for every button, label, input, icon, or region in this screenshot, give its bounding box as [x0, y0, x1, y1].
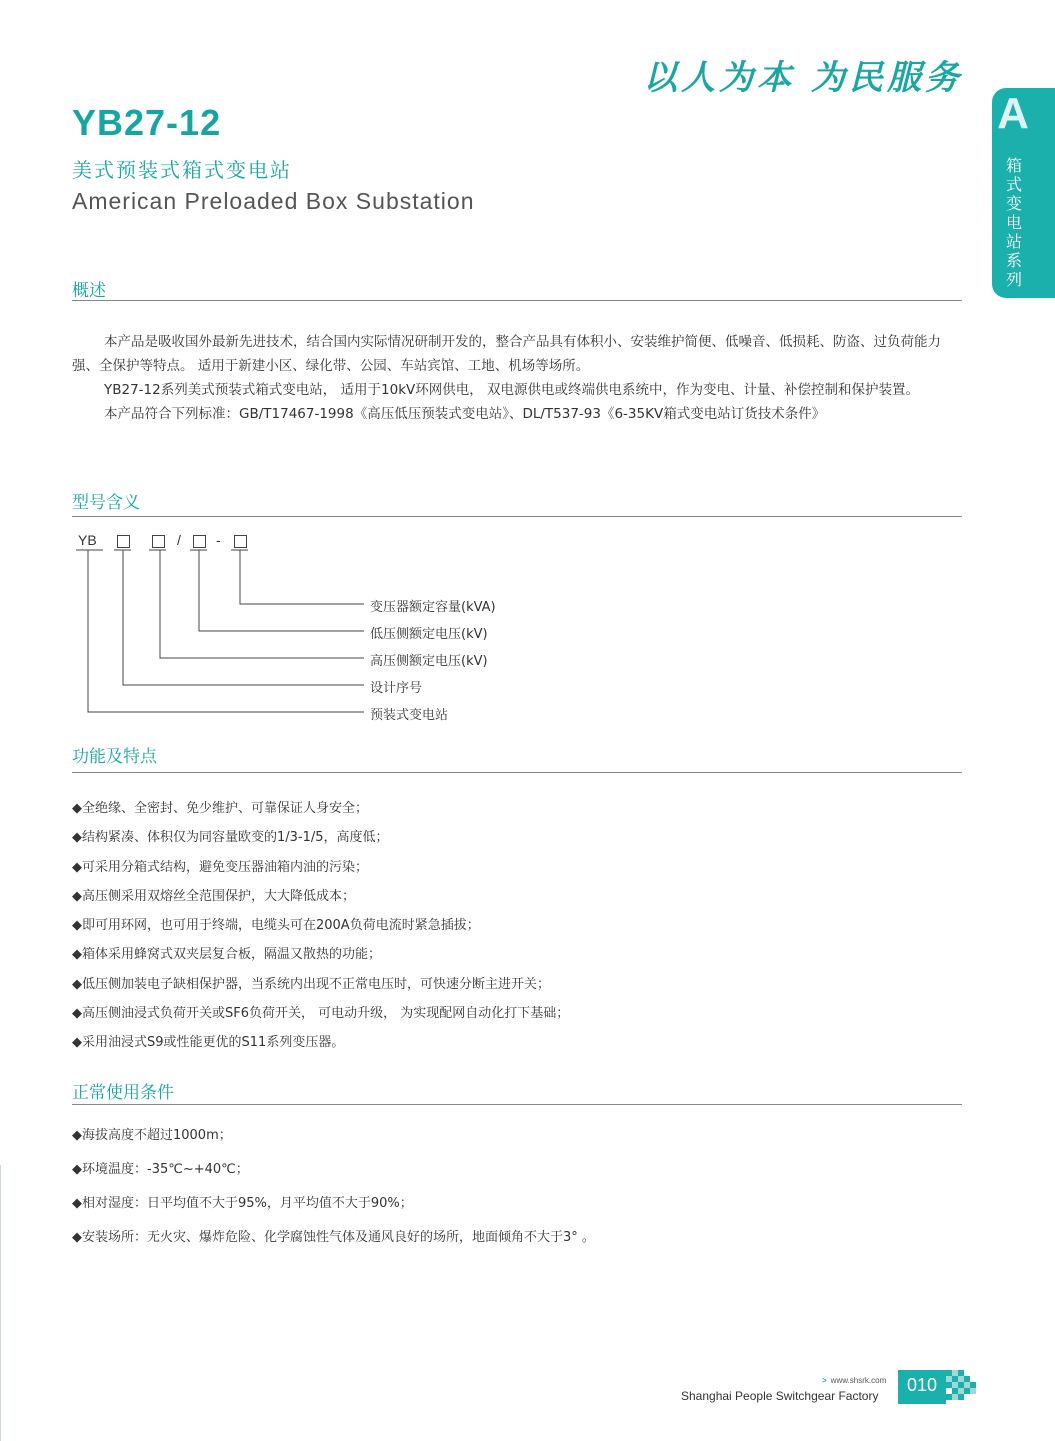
page-number: 010 [906, 1375, 938, 1395]
list-item: ◆环境温度：-35℃~+40℃； [72, 1162, 249, 1177]
conditions-list [72, 1127, 962, 1263]
model-label-design-no: 设计序号 [370, 681, 423, 696]
conditions-divider [72, 1104, 962, 1105]
features-heading: 功能及特点 [72, 747, 157, 767]
model-label-substation: 预装式变电站 [370, 708, 449, 723]
model-label-capacity: 变压器额定容量(kVA) [370, 600, 496, 615]
model-code-dash: - [216, 532, 221, 548]
model-code-slash: / [177, 532, 181, 548]
list-item: ◆高压侧油浸式负荷开关或SF6负荷开关， 可电动升级， 为实现配网自动化打下基础； [72, 1006, 570, 1022]
overview-heading: 概述 [72, 281, 106, 301]
product-model-title: YB27-12 [72, 102, 222, 143]
model-label-hv-voltage: 高压侧额定电压(kV) [370, 654, 488, 669]
footer-company: Shanghai People Switchgear Factory [681, 1389, 879, 1403]
list-item: ◆海拔高度不超过1000m； [72, 1128, 232, 1143]
overview-paragraph: 本产品是吸收国外最新先进技术，结合国内实际情况研制开发的，整合产品具有体积小、安装维护简便、低噪音、低损耗、防盗、过负荷能力强、全保护等特点。 适用于新建小区、绿化带、公园、车站宾馆、工地、机场等场所。 [72, 334, 941, 374]
footer-url-text: www.shsrk.com [830, 1376, 887, 1385]
list-item: ◆可采用分箱式结构，避免变压器油箱内油的污染； [72, 859, 368, 875]
list-item: ◆相对湿度：日平均值不大于95%，月平均值不大于90%； [72, 1196, 413, 1211]
features-divider [72, 772, 962, 773]
model-code-prefix: YB [78, 532, 97, 548]
features-list [72, 800, 962, 1064]
list-item: ◆采用油浸式S9或性能更优的S11系列变压器。 [72, 1035, 345, 1051]
overview-paragraph: 本产品符合下列标准：GB/T17467-1998《高压低压预装式变电站》、DL/T537-93《6-35KV箱式变电站订货技术条件》 [104, 406, 826, 422]
list-item: ◆即可用环网，也可用于终端，电缆头可在200A负荷电流时紧急插拔； [72, 918, 480, 934]
margin-line [0, 1165, 1, 1441]
list-item: ◆结构紧凑、体积仅为同容量欧变的1/3-1/5，高度低； [72, 830, 389, 846]
overview-paragraph: YB27-12系列美式预装式箱式变电站， 适用于10kV环网供电， 双电源供电或终端供电系统中，作为变电、计量、补偿控制和保护装置。 [104, 382, 920, 398]
list-item: ◆安装场所：无火灾、爆炸危险、化学腐蚀性气体及通风良好的场所，地面倾角不大于3° 。 [72, 1230, 595, 1245]
side-tab-letter: A [997, 89, 1029, 138]
product-name-en: American Preloaded Box Substation [72, 188, 475, 214]
list-item: ◆高压侧采用双熔丝全范围保护，大大降低成本； [72, 888, 355, 904]
list-item: ◆全绝缘、全密封、免少维护、可靠保证人身安全； [72, 801, 368, 816]
model-meaning-heading: 型号含义 [72, 493, 140, 513]
product-name-cn: 美式预装式箱式变电站 [72, 158, 292, 182]
slogan: 以人为本 为民服务 [643, 58, 963, 98]
model-label-lv-voltage: 低压侧额定电压(kV) [370, 627, 488, 642]
side-tab-label: 箱式变电站系列 [1005, 156, 1022, 289]
arrow-icon: > [822, 1376, 827, 1385]
footer-url[interactable] [822, 1376, 886, 1385]
conditions-heading: 正常使用条件 [72, 1083, 174, 1103]
checker-pattern-icon [946, 1370, 980, 1404]
list-item: ◆低压侧加装电子缺相保护器，当系统内出现不正常电压时，可快速分断主进开关； [72, 976, 550, 992]
list-item: ◆箱体采用蜂窝式双夹层复合板，隔温又散热的功能； [72, 947, 381, 963]
